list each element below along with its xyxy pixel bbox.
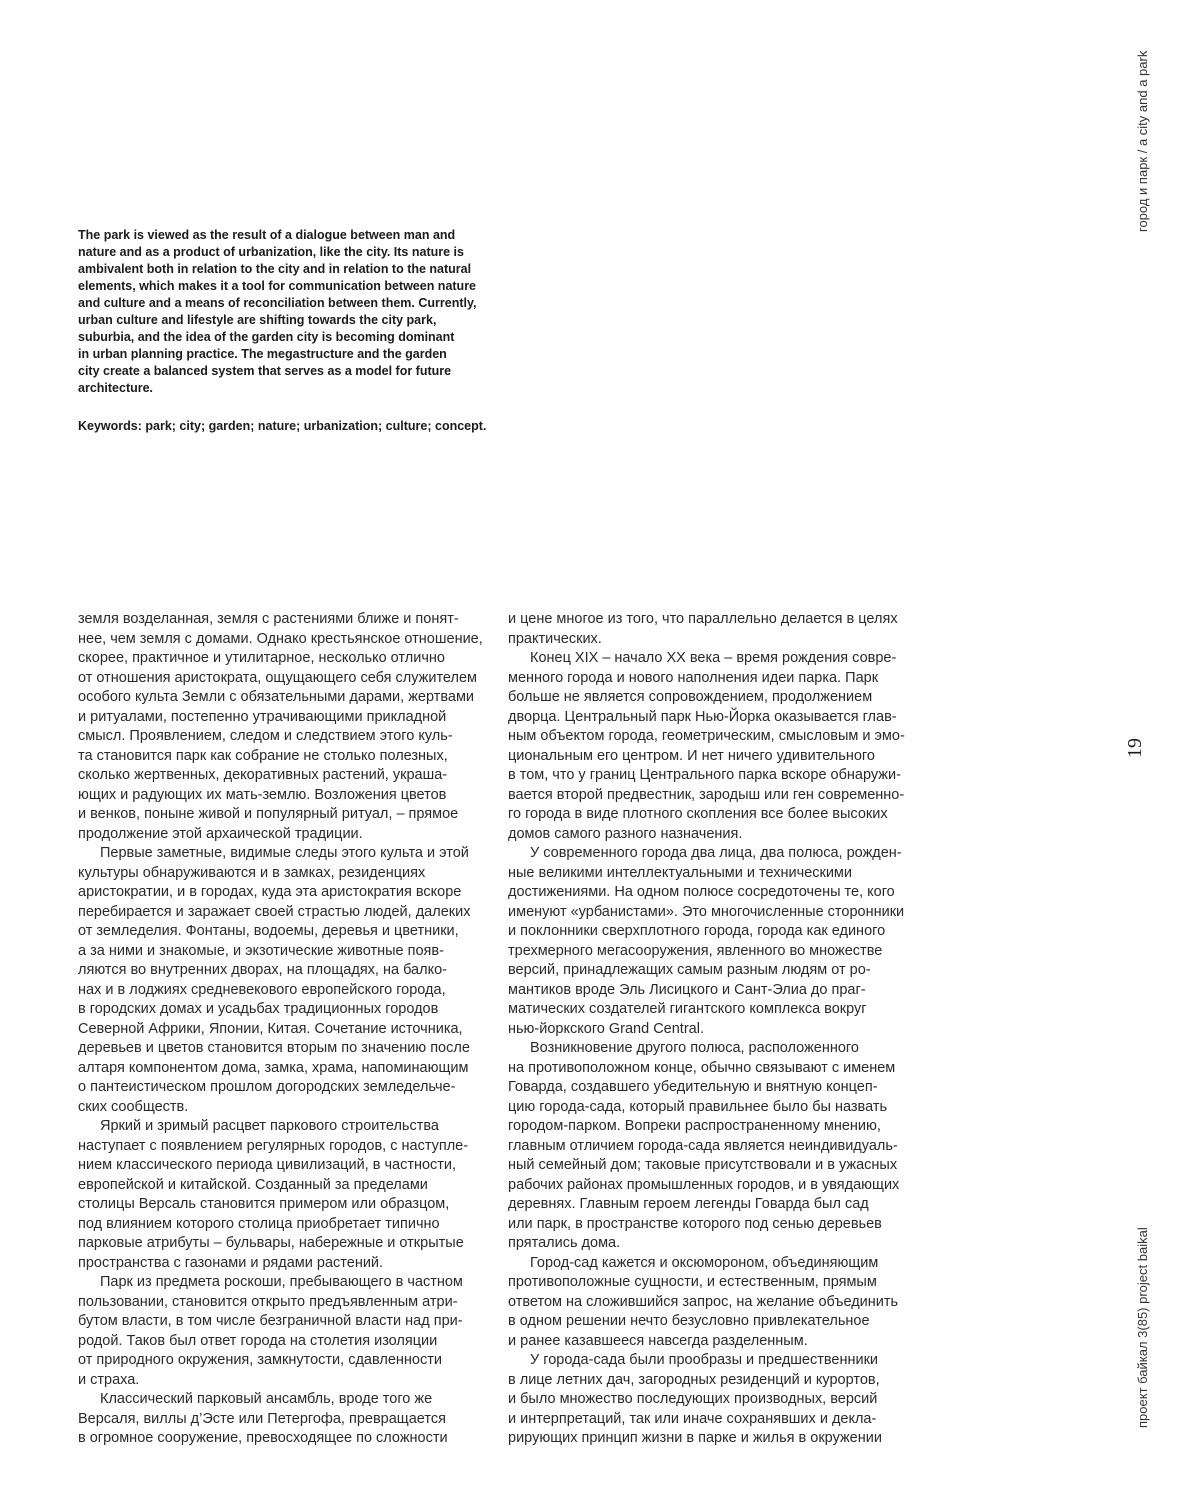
running-head-vertical: город и парк / a city and a park [1135, 50, 1150, 232]
paragraph: Возникновение другого полюса, расположенного на противоположном конце, обычно связывают с именем Говарда, создавшего убедительную и внятную концеп- цию города-сада, который правильнее было бы назвать городом-парком. Вопреки распространенному мнению, главным отличием города-сада является неиндивидуаль- ный семейный дом; таковые присутствовали и в ужасных рабочих районах промышленных городов, и в увядающих деревнях. Главным героем легенды Говарда был сад или парк, в пространстве которого под сенью деревьев прятались дома. [508, 1040, 900, 1251]
paragraph: У современного города два лица, два полюса, рожден- ные великими интеллектуальными и техническими достижениями. На одном полюсе сосредоточены те, кого именуют «урбанистами». Это многочисленные сторонники и поклонники сверхплотного города, города как единого трехмерного мегасооружения, явленного во множестве версий, принадлежащих самым разным людям от ро- мантиков вроде Эль Лисицкого и Сант-Элиа до праг- матических создателей гигантского комплекса вокруг нью-йоркского Grand Central. [508, 845, 905, 1037]
keywords-line: Keywords: park; city; garden; nature; urbanization; culture; concept. [78, 419, 487, 433]
column-right [508, 610, 938, 1449]
paragraph: Конец XIX – начало XX века – время рождения совре- менного города и нового наполнения идеи парка. Парк больше не является сопровождением, продолжением дворца. Центральный парк Нью-Йорка оказывается глав- ным объектом города, геометрическим, смысловым и эмо- циональным его центром. И нет ничего удивительного в том, что у границ Центрального парка вскоре обнаружи- вается второй предвестник, зародыш или ген современно- го города в виде плотного скопления все более высоких домов самого разного назначения. [508, 650, 905, 842]
paragraph: Город-сад кажется и оксюмороном, объединяющим противоположные сущности, и естественным, прямым ответом на сложившийся запрос, на желание объединить в одном решении нечто безусловно привлекательное и ранее казавшееся навсегда разделенным. [508, 1254, 899, 1349]
paragraph: земля возделанная, земля с растениями ближе и понят- нее, чем земля с домами. Однако крестьянское отношение, скорее, практичное и утилитарное, несколько отлично от отношения аристократа, ощущающего себя служителем особого культа Земли с обязательными дарами, жертвами и ритуалами, постепенно утрачивающими прикладной смысл. Проявлением, следом и следствием этого куль- та становится парк как собрание не столько полезных, сколько жертвенных, декоративных растений, украша- ющих и радующих их мать-землю. Возложения цветов и венков, поныне живой и популярный ритуал, – прямое продолжение этой архаической традиции. [78, 611, 483, 842]
paragraph: Яркий и зримый расцвет паркового строительства наступает с появлением регулярных городов, с наступле- нием классического периода цивилизаций, в частности, европейской и китайской. Созданный за пределами столицы Версаль становится примером или образцом, под влиянием которого столица приобретает типично парковые атрибуты – бульвары, набережные и открытые пространства с газонами и рядами растений. [78, 1118, 469, 1271]
column-left [78, 610, 508, 1449]
paragraph: Первые заметные, видимые следы этого культа и этой культуры обнаруживаются и в замках, резиденциях аристократии, и в городах, куда эта аристократия вскоре перебирается и заражает своей страстью людей, далеких от земледелия. Фонтаны, водоемы, деревья и цветники, а за ними и знакомые, и экзотические животные появ- ляются во внутренних дворах, на площадях, на балко- нах и в лоджиях средневекового европейского города, в городских домах и усадьбах традиционных городов Северной Африки, Японии, Китая. Сочетание источника, деревьев и цветов становится вторым по значению после алтаря компонентом дома, замка, храма, напоминающим о пантеистическом прошлом догородских земледельче- ских сообществ. [78, 845, 471, 1115]
paragraph: У города-сада были прообразы и предшественники в лице летних дач, загородных резиденций и курортов, и было множество последующих производных, версий и интерпретаций, так или иначе сохранявших и декла- рирующих принцип жизни в парке и жилья в окружении [508, 1352, 882, 1446]
paragraph: Классический парковый ансамбль, вроде того же Версаля, виллы д’Эсте или Петергофа, превращается в огромное сооружение, превосходящее по сложности [78, 1391, 448, 1446]
journal-footer-vertical: проект байкал 3(85) project baikal [1135, 1227, 1150, 1428]
abstract-text: The park is viewed as the result of a dialogue between man and nature and as a product of urbanization, like the city. Its nature is ambivalent both in relation to the city and in relation to the natural elements, which makes it a tool for communication between nature and culture and a means of reconciliation between them. Currently, urban culture and lifestyle are shifting towards the city park, suburbia, and the idea of the garden city is becoming dominant in urban planning practice. The megastructure and the garden city create a balanced system that serves as a model for future architecture. [78, 228, 477, 395]
paragraph: и цене многое из того, что параллельно делается в целях практических. [508, 611, 898, 647]
paragraph: Парк из предмета роскоши, пребывающего в частном пользовании, становится открыто предъявленным атри- бутом власти, в том числе безграничной власти над при- родой. Таков был ответ города на столетия изоляции от природного окружения, замкнутости, сдавленности и страха. [78, 1274, 463, 1388]
page-number: 19 [1124, 738, 1146, 758]
abstract-block [78, 227, 518, 435]
